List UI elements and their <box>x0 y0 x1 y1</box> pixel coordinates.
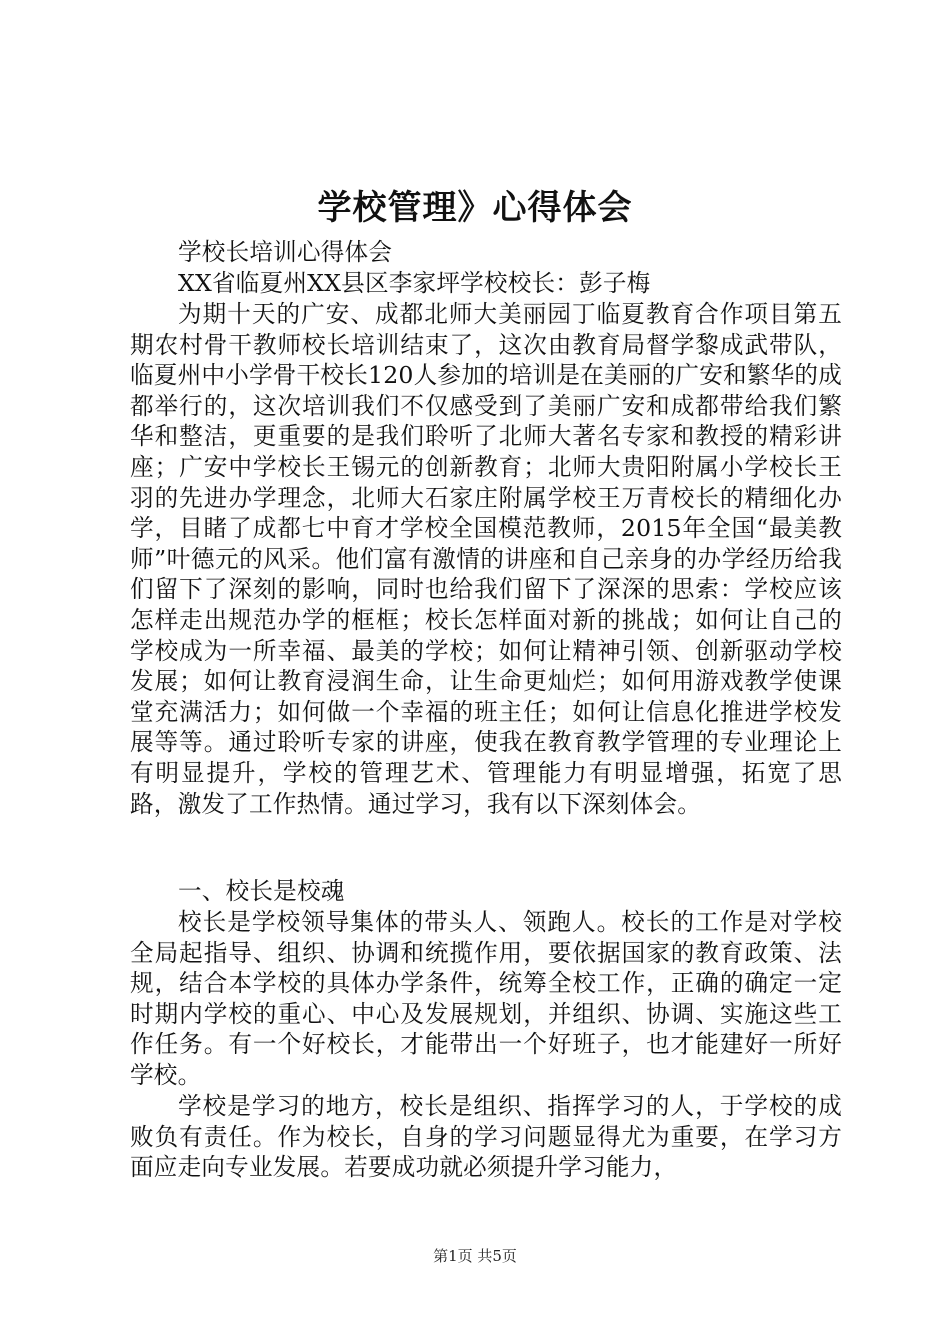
page-footer: 第1页 共5页 <box>433 1247 517 1265</box>
section-paragraph: 校长是学校领导集体的带头人、领跑人。校长的工作是对学校全局起指导、组织、协调和统揽作用，要依据国家的教育政策、法规，结合本学校的具体办学条件，统筹全校工作，正确的确定一定时期内学校的重心、中心及发展规划，并组织、协调、实施这些工作任务。有一个好校长，才能带出一个好班子，也才能建好一所好学校。 <box>130 908 842 1089</box>
section-paragraph: 学校是学习的地方，校长是组织、指挥学习的人，于学校的成败负有责任。作为校长，自身的学习问题显得尤为重要，在学习方面应走向专业发展。若要成功就必须提升学习能力， <box>130 1092 842 1182</box>
subtitle: 学校长培训心得体会 <box>178 238 393 266</box>
intro-paragraph: 为期十天的广安、成都北师大美丽园丁临夏教育合作项目第五期农村骨干教师校长培训结束了，这次由教育局督学黎成武带队，临夏州中小学骨干校长120人参加的培训是在美丽的广安和繁华的成都举行的，这次培训我们不仅感受到了美丽广安和成都带给我们繁华和整洁，更重要的是我们聆听了北师大著名专家和教授的精彩讲座；广安中学校长王锡元的创新教育；北师大贵阳附属小学校长王羽的先进办学理念，北师大石家庄附属学校王万青校长的精细化办学，目睹了成都七中育才学校全国模范教师，2015年全国“最美教师”叶德元的风采。他们富有激情的讲座和自己亲身的办学经历给我们留下了深刻的影响，同时也给我们留下了深深的思索：学校应该怎样走出规范办学的框框；校长怎样面对新的挑战；如何让自己的学校成为一所幸福、最美的学校；如何让精神引领、创新驱动学校发展；如何让教育浸润生命，让生命更灿烂；如何用游戏教学使课堂充满活力；如何做一个幸福的班主任；如何让信息化推进学校发展等等。通过聆听专家的讲座，使我在教育教学管理的专业理论上有明显提升，学校的管理艺术、管理能力有明显增强，拓宽了思路，激发了工作热情。通过学习，我有以下深刻体会。 <box>130 300 842 818</box>
document-title: 学校管理》心得体会 <box>317 188 633 228</box>
author-line: XX省临夏州XX县区李家坪学校校长：彭子梅 <box>178 269 651 297</box>
section-heading: 一、校长是校魂 <box>178 877 345 905</box>
